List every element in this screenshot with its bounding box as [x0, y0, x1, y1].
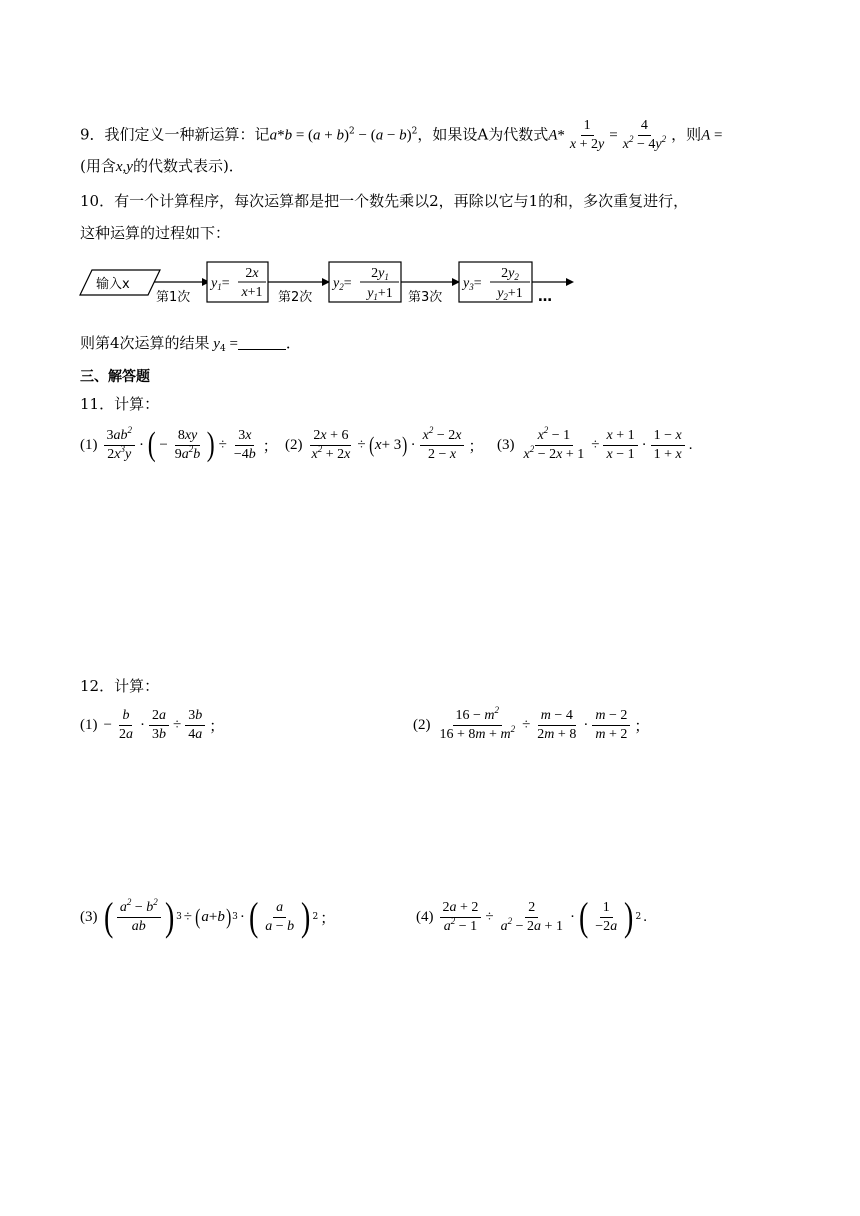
q9-text-a: 我们定义一种新运算：记: [104, 125, 270, 144]
q9-text-b: ，如果设A为代数式: [417, 125, 549, 144]
q9-line1: 9．我们定义一种新运算：记$a*b = (a + b)^2 - (a - b)^2$，如果设A为代数式A* $\frac{1}{x + 2y}$ = $\frac{4}{x^2 - 4y^2}$ ，则A =: [80, 118, 723, 152]
flow-box2-num: $2y_1$: [371, 266, 389, 282]
q12-part4: (4) $\frac{2a + 2}{a^2 - 1}$ ÷ $\frac{2}{a^2 - 2a + 1}$ · ( $\frac{1}{-2a}$ ) 2 .: [416, 894, 647, 939]
q11-part3: (3) $\frac{x^2 - 1}{x^2 - 2x + 1}$ ÷ $\frac{x + 1}{x - 1}$ · $\frac{1 - x}{1 + x}$ .: [497, 424, 693, 462]
flow-input-label: 输入x: [96, 277, 130, 292]
q10-number: 10．: [80, 192, 115, 210]
q9-frac1: $\frac{1}{x + 2y}$: [569, 118, 605, 152]
flow-step3-label: 第3次: [408, 290, 443, 305]
flow-step1-label: 第1次: [156, 290, 191, 305]
q11-part2: (2) $\frac{2x + 6}{x^2 + 2x}$ ÷ ( x + 3 ) · $\frac{x^2 - 2x}{2 - x}$ ；: [285, 424, 484, 462]
flow-box3-lhs: $y_3=$: [463, 276, 482, 292]
q10-text-a: 有一个计算程序，每次运算都是把一个数先乘以2，再除以它与1的和，多次重复进行，: [114, 192, 689, 210]
q9-text-d: (用含: [80, 157, 116, 175]
q9-line2: (用含x,y的代数式表示)．: [80, 157, 244, 175]
flow-box3-den: $y_2+1$: [497, 286, 523, 302]
q12-part1: (1) − $\frac{b}{2a}$ · $\frac{2a}{3b}$ ÷ $\frac{3b}{4a}$ ；: [80, 707, 225, 742]
q12-part3: (3) ( $\frac{a^2 - b^2}{ab}$ ) 3 ÷ ( a + b ) 3 · ( $\frac{a}{a - b}$ ) 2 ；: [80, 894, 336, 939]
q12-line: [80, 676, 159, 696]
flow-box1-lhs: $y_1=$: [211, 276, 230, 292]
q9-frac2: $\frac{4}{x^2 - 4y^2}$: [622, 118, 667, 152]
flow-box1-den: x+1: [241, 285, 263, 300]
flow-box3-num: $2y_2$: [501, 266, 519, 282]
q11-number: 11．: [80, 395, 115, 413]
q9-number: 9．: [80, 125, 105, 144]
q10-answer-blank: [238, 335, 286, 350]
flow-box1-num: 2x: [245, 266, 259, 281]
q10-flowchart: [78, 255, 588, 310]
q9-text-c: ，则: [671, 125, 702, 144]
q11-part1: (1) $\frac{3ab^2}{2x^3y}$ · ( − $\frac{8xy}{9a^2b}$ ) ÷ $\frac{3x}{-4b}$ ；: [80, 424, 278, 463]
q9-text-e: 的代数式表示)．: [132, 157, 244, 175]
flow-ellipsis: …: [538, 289, 552, 305]
q10-line2: [80, 223, 230, 243]
q11-text: 计算：: [114, 395, 160, 413]
q10-result-text: 则第4次运算的结果: [80, 334, 210, 352]
q11-line: [80, 394, 159, 414]
q12-part2: (2) $\frac{16 - m^2}{16 + 8m + m^2}$ ÷ $\frac{m - 4}{2m + 8}$ · $\frac{m - 2}{m + 2}$ ；: [413, 704, 650, 742]
q10-result-line: 则第4次运算的结果 $y_4$ = ．: [80, 334, 301, 354]
flow-arrow-icon: [566, 278, 574, 286]
q10-line1: [80, 191, 688, 211]
section3-heading: 三、解答题: [80, 369, 150, 385]
flow-step2-label: 第2次: [278, 290, 313, 305]
q12-number: 12．: [80, 677, 115, 695]
flow-box2-lhs: $y_2=$: [333, 276, 352, 292]
q10-text-b: 这种运算的过程如下：: [80, 224, 231, 242]
q12-text: 计算：: [114, 677, 160, 695]
flow-box2-den: $y_1+1$: [367, 286, 393, 302]
